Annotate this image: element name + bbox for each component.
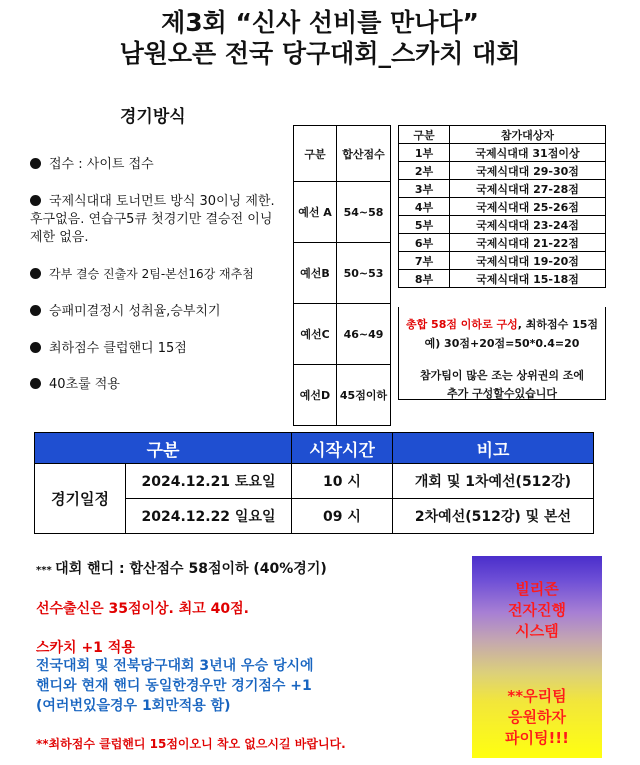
bullet-icon xyxy=(30,158,41,169)
table-cell: 국제식대대 15-18점 xyxy=(450,270,606,288)
scotch-line: (여러번있을경우 1회만적용 함) xyxy=(36,698,231,714)
division-note-line xyxy=(399,316,605,332)
bullet-icon xyxy=(30,378,41,389)
division-note-example: 예) 30점+20점=50*0.4=20 xyxy=(424,337,580,350)
rules-heading: 경기방식 xyxy=(120,107,186,127)
table-cell: 50~53 xyxy=(337,243,391,304)
table-cell: 4부 xyxy=(399,198,450,216)
promo-line: 응원하자 xyxy=(508,708,566,726)
table-cell: 국제식대대 25-26점 xyxy=(450,198,606,216)
promo-line: 빌리존 xyxy=(515,580,559,598)
table-row xyxy=(399,252,606,270)
table-cell: 7부 xyxy=(399,252,450,270)
title-line-2: 남원오픈 전국 당구대회_스카치 대회 xyxy=(119,39,521,68)
scotch-line: 전국대회 및 전북당구대회 3년내 우승 당시에 xyxy=(36,658,314,674)
table-header: 참가대상자 xyxy=(450,126,606,144)
table-cell: 예선D xyxy=(294,365,337,426)
handicap-prefix: *** xyxy=(36,565,56,576)
division-note xyxy=(398,307,606,400)
table-cell: 국제식대대 23-24점 xyxy=(450,216,606,234)
table-row xyxy=(399,144,606,162)
table-cell: 국제식대대 29-30점 xyxy=(450,162,606,180)
division-note-text: , 최하점수 15점 xyxy=(517,318,599,331)
table-header: 구분 xyxy=(399,126,450,144)
rule-item: 승패미결정시 성취율,승부치기 xyxy=(30,303,221,321)
table-cell: 국제식대대 21-22점 xyxy=(450,234,606,252)
bullet-icon xyxy=(30,305,41,316)
table-cell: 예선 A xyxy=(294,182,337,243)
table-cell: 6부 xyxy=(399,234,450,252)
schedule-header: 구분 xyxy=(35,433,292,464)
table-cell: 1부 xyxy=(399,144,450,162)
footer-note: **최하점수 클럽핸디 15점이오니 착오 없으시길 바랍니다. xyxy=(36,737,346,751)
table-header-row xyxy=(294,126,391,182)
table-row xyxy=(399,162,606,180)
schedule-note: 개회 및 1차예선(512강) xyxy=(393,464,594,499)
table-cell: 8부 xyxy=(399,270,450,288)
schedule-date: 2024.12.21 토요일 xyxy=(126,464,292,499)
table-header: 합산점수 xyxy=(337,126,391,182)
schedule-table xyxy=(34,432,594,534)
handicap-note: *** 대회 핸디 : 합산점수 58점이하 (40%경기) xyxy=(36,561,327,577)
scotch-description xyxy=(36,656,314,716)
rule-item: 접수 : 사이트 접수 xyxy=(30,156,154,174)
schedule-time: 10 시 xyxy=(292,464,393,499)
division-note-extra: 참가팀이 많은 조는 상위권의 조에 xyxy=(419,369,585,382)
table-cell: 5부 xyxy=(399,216,450,234)
schedule-note: 2차예선(512강) 및 본선 xyxy=(393,499,594,534)
division-note-extra: 추가 구성할수있습니다 xyxy=(446,387,558,400)
rule-item: 최하점수 클럽핸디 15점 xyxy=(30,340,187,358)
division-table xyxy=(398,125,606,288)
schedule-row-label: 경기일정 xyxy=(35,464,126,534)
promo-line: **우리팀 xyxy=(507,687,567,705)
table-cell: 46~49 xyxy=(337,304,391,365)
table-header: 구분 xyxy=(294,126,337,182)
schedule-date: 2024.12.22 일요일 xyxy=(126,499,292,534)
table-cell: 45점이하 xyxy=(337,365,391,426)
bullet-icon xyxy=(30,342,41,353)
promo-banner xyxy=(472,556,602,758)
table-header-row xyxy=(399,126,606,144)
table-row xyxy=(294,304,391,365)
promo-line: 시스템 xyxy=(515,622,559,640)
table-cell: 3부 xyxy=(399,180,450,198)
rule-item: 국제식대대 토너먼트 방식 30이닝 제한. 후구없음. 연습구5큐 첫경기만 결승전 이닝제한 없음. xyxy=(30,194,275,245)
pro-player-note: 선수출신은 35점이상. 최고 40점. xyxy=(36,601,249,617)
schedule-time: 09 시 xyxy=(292,499,393,534)
table-row xyxy=(399,216,606,234)
schedule-header-row xyxy=(35,433,594,464)
schedule-row xyxy=(35,464,594,499)
rule-item: 각부 결승 진출자 2팀-본선16강 재추첨 xyxy=(30,265,254,283)
table-row xyxy=(399,270,606,288)
scotch-heading: 스카치 +1 적용 xyxy=(36,640,135,656)
division-note-red: 총합 58점 이하로 구성 xyxy=(405,318,518,331)
table-row xyxy=(399,234,606,252)
table-cell: 국제식대대 19-20점 xyxy=(450,252,606,270)
table-row xyxy=(294,182,391,243)
table-cell: 2부 xyxy=(399,162,450,180)
bullet-icon xyxy=(30,268,41,279)
promo-line: 파이팅!!! xyxy=(505,729,569,747)
prelim-table xyxy=(293,125,391,426)
table-cell: 국제식대대 27-28점 xyxy=(450,180,606,198)
table-cell: 국제식대대 31점이상 xyxy=(450,144,606,162)
promo-line: 전자진행 xyxy=(508,601,566,619)
table-row xyxy=(294,243,391,304)
table-row xyxy=(294,365,391,426)
schedule-header: 시작시간 xyxy=(292,433,393,464)
table-cell: 예선C xyxy=(294,304,337,365)
schedule-header: 비고 xyxy=(393,433,594,464)
title-line-1: 제3회 “신사 선비를 만나다” xyxy=(161,8,479,37)
table-row xyxy=(399,198,606,216)
table-cell: 54~58 xyxy=(337,182,391,243)
table-row xyxy=(399,180,606,198)
bullet-icon xyxy=(30,195,41,206)
scotch-line: 핸디와 현재 핸디 동일한경우만 경기점수 +1 xyxy=(36,678,312,694)
rule-item: 40초룰 적용 xyxy=(30,376,120,394)
table-cell: 예선B xyxy=(294,243,337,304)
